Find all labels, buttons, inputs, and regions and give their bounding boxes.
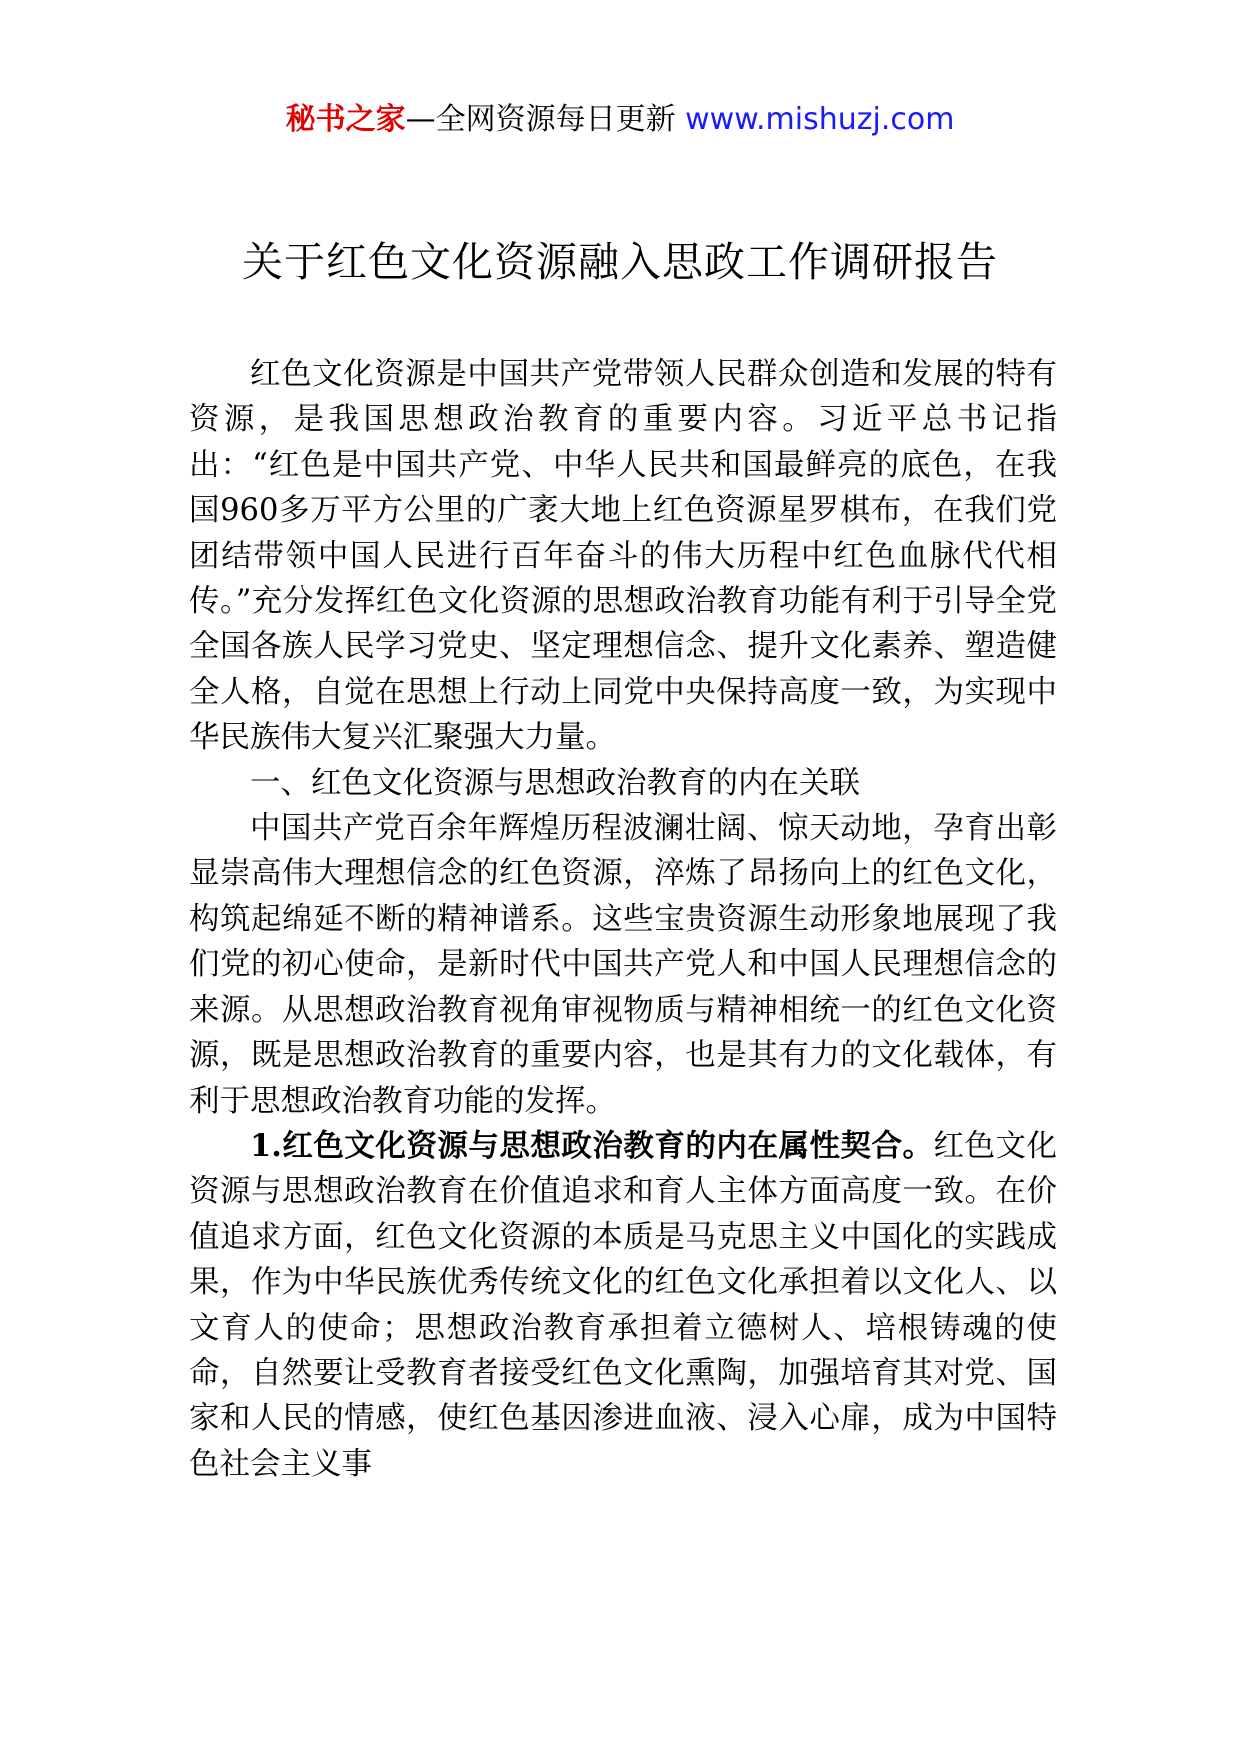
subsection-body: 红色文化资源与思想政治教育在价值追求和育人主体方面高度一致。在价值追求方面，红色文化资源的本质是马克思主义中国化的实践成果，作为中华民族优秀传统文化的红色文化承担着以文化人、以文育人的使命；思想政治教育承担着立德树人、培根铸魂的使命，自然要让受教育者接受红色文化熏陶，加强培育其对党、国家和人民的情感，使红色基因渗进血液、浸入心扉，成为中国特色社会主义事 — [189, 1128, 1058, 1482]
site-header — [0, 100, 1240, 140]
document-title: 关于红色文化资源融入思政工作调研报告 — [242, 238, 998, 286]
section-paragraph: 中国共产党百余年辉煌历程波澜壮阔、惊天动地，孕育出彰显崇高伟大理想信念的红色资源，淬炼了昂扬向上的红色文化，构筑起绵延不断的精神谱系。这些宝贵资源生动形象地展现了我们党的初心使命，是新时代中国共产党人和中国人民理想信念的来源。从思想政治教育视角审视物质与精神相统一的红色文化资源，既是思想政治教育的重要内容，也是其有力的文化载体，有利于思想政治教育功能的发挥。 — [189, 811, 1057, 1119]
intro-paragraph: 红色文化资源是中国共产党带领人民群众创造和发展的特有资源，是我国思想政治教育的重要内容。习近平总书记指出：“红色是中国共产党、中华人民共和国最鲜亮的底色，在我国960多万平方公里的广袤大地上红色资源星罗棋布，在我们党团结带领中国人民进行百年奋斗的伟大历程中红色血脉代代相传。”充分发挥红色文化资源的思想政治教育功能有利于引导全党全国各族人民学习党史、坚定理想信念、提升文化素养、塑造健全人格，自觉在思想上行动上同党中央保持高度一致，为实现中华民族伟大复兴汇聚强大力量。 — [189, 357, 1057, 756]
document-body — [189, 352, 1057, 1487]
subsection-lead: 1.红色文化资源与思想政治教育的内在属性契合。 — [250, 1127, 934, 1164]
section-heading: 一、红色文化资源与思想政治教育的内在关联 — [250, 765, 860, 801]
brand-name: 秘书之家 — [285, 102, 406, 137]
site-url-link[interactable]: www.mishuzj.com — [685, 102, 955, 137]
header-tagline: —全网资源每日更新 — [405, 102, 676, 137]
subsection-paragraph — [189, 1124, 1057, 1487]
